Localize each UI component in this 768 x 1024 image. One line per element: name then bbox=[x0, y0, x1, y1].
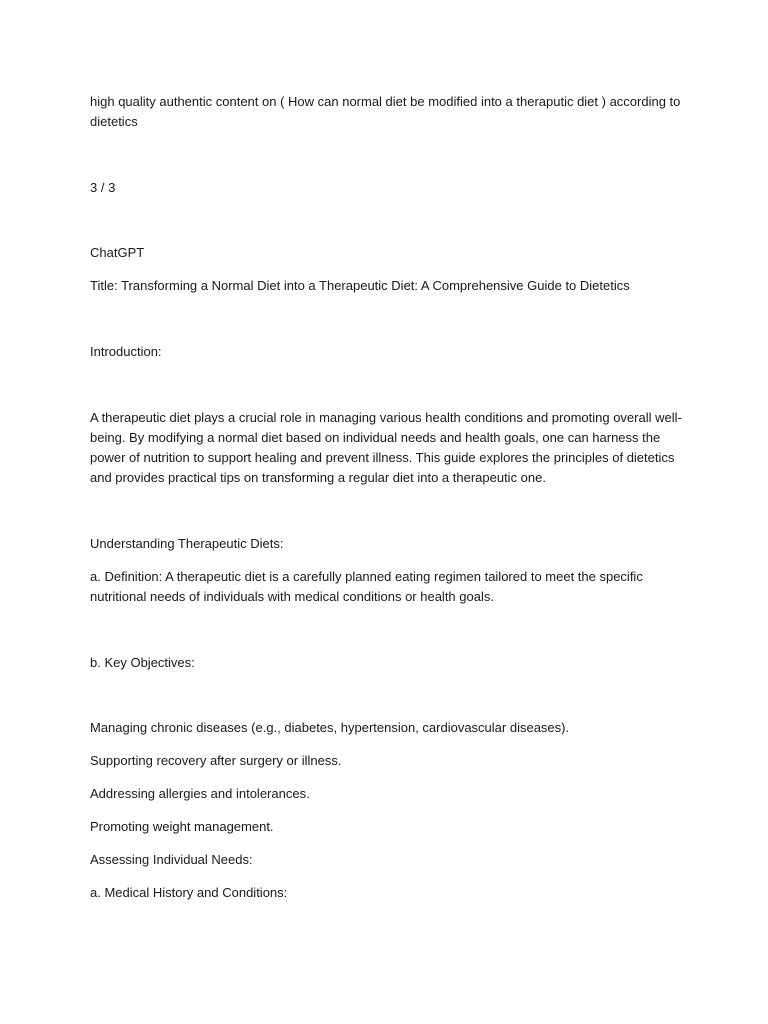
prompt-text-line-1: high quality authentic content on ( How can normal diet be modified into a theraputic diet ) according to bbox=[90, 94, 681, 109]
section-item-medical-history: a. Medical History and Conditions: bbox=[90, 885, 288, 900]
definition-line-2: nutritional needs of individuals with medical conditions or health goals. bbox=[90, 589, 494, 604]
objective-item: Promoting weight management. bbox=[90, 819, 274, 834]
intro-line-2: being. By modifying a normal diet based on individual needs and health goals, one can harness the bbox=[90, 430, 661, 445]
objective-item: Addressing allergies and intolerances. bbox=[90, 786, 310, 801]
objective-item: Supporting recovery after surgery or illness. bbox=[90, 753, 342, 768]
intro-heading: Introduction: bbox=[90, 344, 162, 359]
prompt-text-line-2: dietetics bbox=[90, 114, 138, 129]
author-label: ChatGPT bbox=[90, 245, 145, 260]
page-counter: 3 / 3 bbox=[90, 180, 116, 195]
section-heading-understanding: Understanding Therapeutic Diets: bbox=[90, 536, 284, 551]
definition-line-1: a. Definition: A therapeutic diet is a carefully planned eating regimen tailored to meet the specific bbox=[90, 569, 643, 584]
document-title: Title: Transforming a Normal Diet into a Therapeutic Diet: A Comprehensive Guide to Dietetics bbox=[90, 278, 630, 293]
objectives-heading: b. Key Objectives: bbox=[90, 655, 195, 670]
objective-item: Managing chronic diseases (e.g., diabetes, hypertension, cardiovascular diseases). bbox=[90, 720, 570, 735]
intro-line-4: and provides practical tips on transforming a regular diet into a therapeutic one. bbox=[90, 470, 546, 485]
intro-line-1: A therapeutic diet plays a crucial role in managing various health conditions and promoting overall well- bbox=[90, 410, 682, 425]
intro-line-3: power of nutrition to support healing and prevent illness. This guide explores the principles of dietetics bbox=[90, 450, 675, 465]
section-heading-assessing: Assessing Individual Needs: bbox=[90, 852, 253, 867]
